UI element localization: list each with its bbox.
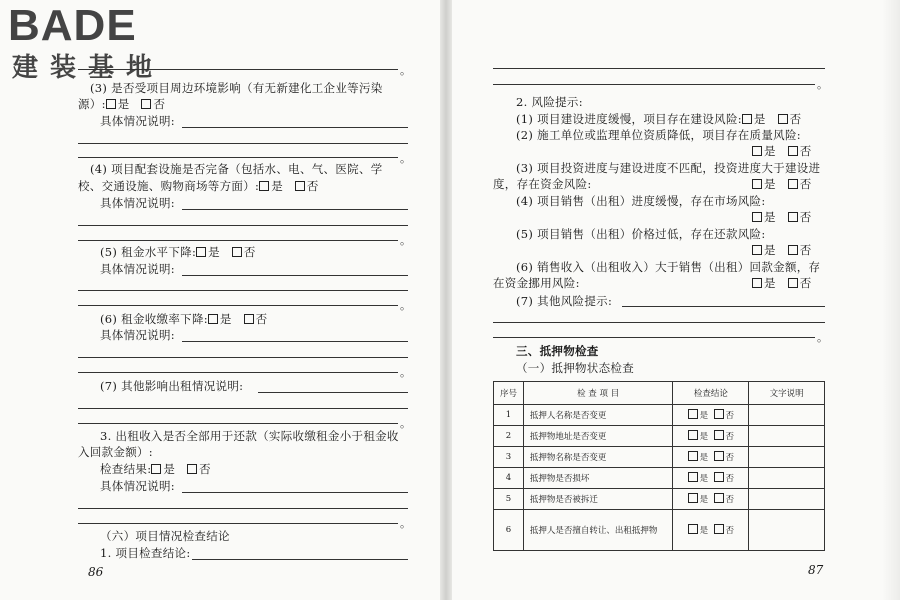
page-number-left: 86 <box>88 565 104 579</box>
yes-label: 是 <box>699 526 709 536</box>
risk7-text: (7) 其他风险提示: <box>516 294 613 308</box>
checkbox-yes[interactable] <box>208 314 218 324</box>
row-note[interactable] <box>749 468 825 489</box>
checkbox-yes[interactable] <box>196 247 206 257</box>
table-row <box>494 468 825 489</box>
collateral-check-table <box>493 381 825 551</box>
check-result-row <box>100 461 211 477</box>
no-label: 否 <box>725 495 735 505</box>
answer-line <box>78 69 398 70</box>
period-mark: 。 <box>400 152 411 165</box>
period-mark: 。 <box>400 366 411 379</box>
no-label: 否 <box>255 312 268 326</box>
header-note: 文字说明 <box>749 382 825 405</box>
yes-label: 是 <box>764 243 776 257</box>
checkbox-no[interactable] <box>788 278 798 288</box>
answer-line <box>182 492 408 493</box>
row-note[interactable] <box>749 447 825 468</box>
answer-line <box>78 290 408 291</box>
answer-line <box>78 240 398 241</box>
answer-line <box>78 143 408 144</box>
risk2-options <box>752 143 812 159</box>
row-no: 1 <box>494 405 524 426</box>
risk3-text-cont: 度，存在资金风险: <box>493 177 592 191</box>
answer-line <box>182 341 408 342</box>
checkbox-yes[interactable] <box>752 179 762 189</box>
no-label: 否 <box>725 453 735 463</box>
no-label: 否 <box>725 432 735 442</box>
period-mark: 。 <box>400 417 411 430</box>
answer-line <box>78 357 408 358</box>
period-mark: 。 <box>400 64 411 77</box>
row-item: 抵押物是否损坏 <box>523 468 673 489</box>
scan-edge <box>882 0 900 600</box>
checkbox-no[interactable] <box>714 493 724 503</box>
row-item: 抵押物名称是否变更 <box>523 447 673 468</box>
table-header-row <box>494 382 825 405</box>
yes-label: 是 <box>219 312 232 326</box>
page-number-right: 87 <box>808 563 824 577</box>
yes-label: 是 <box>764 276 776 290</box>
checkbox-yes[interactable] <box>688 430 698 440</box>
row-result <box>673 489 749 510</box>
risk-title: 2. 风险提示: <box>516 95 583 109</box>
risk5-options <box>752 242 812 258</box>
checkbox-no[interactable] <box>141 99 151 109</box>
checkbox-no[interactable] <box>714 524 724 534</box>
section6-title: （六）项目情况检查结论 <box>100 529 230 543</box>
yes-label: 是 <box>699 495 709 505</box>
yes-label: 是 <box>764 210 776 224</box>
risk6-text: (6) 销售收入（出租收入）大于销售（出租）回款金额，存 <box>516 260 821 274</box>
risk1-row <box>516 111 801 127</box>
check-result-label: 检查结果: <box>100 462 152 476</box>
yes-label: 是 <box>764 144 776 158</box>
table-row <box>494 426 825 447</box>
item5-text: (5) 租金水平下降: <box>100 245 197 259</box>
brand-logo: BADE <box>8 1 137 50</box>
section3-title: 三、抵押物检查 <box>516 344 599 358</box>
row-item: 抵押物地址是否变更 <box>523 426 673 447</box>
checkbox-no[interactable] <box>295 181 305 191</box>
no-label: 否 <box>799 177 812 191</box>
table-row <box>494 447 825 468</box>
checkbox-no[interactable] <box>714 472 724 482</box>
answer-line <box>78 408 408 409</box>
row-no: 6 <box>494 510 524 551</box>
no-label: 否 <box>789 112 802 126</box>
detail-label: 具体情况说明: <box>100 262 175 276</box>
yes-label: 是 <box>699 411 709 421</box>
item3-prefix: 源）: <box>78 97 106 111</box>
item6-text: (6) 租金收缴率下降: <box>100 312 208 326</box>
yes-label: 是 <box>699 474 709 484</box>
row-item: 抵押人是否擅自转让、出租抵押物 <box>523 510 673 551</box>
answer-line <box>182 209 408 210</box>
answer-line <box>78 508 408 509</box>
risk6-text-cont: 在资金挪用风险: <box>493 276 580 290</box>
item6-options <box>100 311 267 327</box>
period-mark: 。 <box>400 299 411 312</box>
risk1-text: (1) 项目建设进度缓慢，项目存在建设风险: <box>516 112 742 126</box>
row-result <box>673 405 749 426</box>
q3-text: 3. 出租收入是否全部用于还款（实际收缴租金小于租金收 <box>100 429 399 443</box>
row-result <box>673 510 749 551</box>
risk4-options <box>752 209 812 225</box>
no-label: 否 <box>799 243 812 257</box>
row-result <box>673 468 749 489</box>
answer-line <box>493 337 815 338</box>
checkbox-yes[interactable] <box>106 99 116 109</box>
no-label: 否 <box>725 411 735 421</box>
checkbox-yes[interactable] <box>259 181 269 191</box>
item4-text: (4) 项目配套设施是否完备（包括水、电、气、医院、学 <box>90 162 383 176</box>
checkbox-yes[interactable] <box>752 212 762 222</box>
no-label: 否 <box>725 474 735 484</box>
yes-label: 是 <box>699 453 709 463</box>
answer-line <box>258 392 408 393</box>
row-no: 3 <box>494 447 524 468</box>
item3-options <box>78 96 165 112</box>
checkbox-no[interactable] <box>788 179 798 189</box>
row-result <box>673 426 749 447</box>
yes-label: 是 <box>764 177 776 191</box>
yes-label: 是 <box>208 245 220 259</box>
answer-line <box>78 523 398 524</box>
checkbox-no[interactable] <box>244 314 254 324</box>
checkbox-no[interactable] <box>232 247 242 257</box>
book-gutter <box>440 0 452 600</box>
row-note[interactable] <box>749 510 825 551</box>
table-row <box>494 489 825 510</box>
checkbox-no[interactable] <box>714 409 724 419</box>
no-label: 否 <box>199 462 211 476</box>
answer-line <box>78 157 398 158</box>
no-label: 否 <box>306 179 319 193</box>
checkbox-yes[interactable] <box>752 245 762 255</box>
no-label: 否 <box>725 526 735 536</box>
checkbox-no[interactable] <box>187 464 197 474</box>
risk3-options <box>752 176 812 192</box>
no-label: 否 <box>799 210 812 224</box>
detail-label: 具体情况说明: <box>100 196 175 210</box>
yes-label: 是 <box>163 462 176 476</box>
answer-line <box>182 127 408 128</box>
yes-label: 是 <box>271 179 283 193</box>
detail-label: 具体情况说明: <box>100 479 175 493</box>
row-note[interactable] <box>749 426 825 447</box>
q3-text-cont: 入回款金额）: <box>78 445 153 459</box>
checkbox-no[interactable] <box>788 146 798 156</box>
header-no: 序号 <box>494 382 524 405</box>
risk4-text: (4) 项目销售（出租）进度缓慢，存在市场风险: <box>516 194 766 208</box>
answer-line <box>192 559 408 560</box>
row-item: 抵押物是否被拆迁 <box>523 489 673 510</box>
detail-label: 具体情况说明: <box>100 114 175 128</box>
checkbox-no[interactable] <box>788 245 798 255</box>
period-mark: 。 <box>400 517 411 530</box>
checkbox-no[interactable] <box>714 430 724 440</box>
item4-prefix: 校、交通设施、购物商场等方面）: <box>78 179 260 193</box>
answer-line <box>78 423 398 424</box>
answer-line <box>493 84 815 85</box>
risk3-text: (3) 项目投资进度与建设进度不匹配，投资进度大于建设进 <box>516 161 821 175</box>
checkbox-yes[interactable] <box>688 409 698 419</box>
answer-line <box>78 225 408 226</box>
checkbox-yes[interactable] <box>752 146 762 156</box>
row-no: 5 <box>494 489 524 510</box>
period-mark: 。 <box>817 331 828 344</box>
no-label: 否 <box>243 245 256 259</box>
period-mark: 。 <box>400 234 411 247</box>
answer-line <box>622 306 825 307</box>
answer-line <box>78 372 398 373</box>
checkbox-yes[interactable] <box>688 524 698 534</box>
yes-label: 是 <box>699 432 709 442</box>
row-no: 2 <box>494 426 524 447</box>
detail-label: 具体情况说明: <box>100 328 175 342</box>
risk6-options <box>752 275 812 291</box>
item5-options <box>100 244 256 260</box>
item3-text: (3) 是否受项目周边环境影响（有无新建化工企业等污染 <box>90 81 383 95</box>
header-result: 检查结论 <box>673 382 749 405</box>
subsection1-title: （一）抵押物状态检查 <box>516 361 634 375</box>
conclusion-label: 1. 项目检查结论: <box>100 546 191 560</box>
checkbox-yes[interactable] <box>752 278 762 288</box>
checkbox-yes[interactable] <box>742 114 752 124</box>
no-label: 否 <box>153 97 166 111</box>
no-label: 否 <box>799 144 812 158</box>
checkbox-yes[interactable] <box>688 472 698 482</box>
header-item: 检 查 项 目 <box>523 382 673 405</box>
yes-label: 是 <box>753 112 766 126</box>
checkbox-no[interactable] <box>778 114 788 124</box>
table-row <box>494 510 825 551</box>
checkbox-yes[interactable] <box>688 451 698 461</box>
answer-line <box>493 68 825 69</box>
row-note[interactable] <box>749 405 825 426</box>
answer-line <box>493 322 825 323</box>
row-note[interactable] <box>749 489 825 510</box>
item4-options <box>78 178 319 194</box>
period-mark: 。 <box>817 78 828 91</box>
checkbox-yes[interactable] <box>688 493 698 503</box>
checkbox-yes[interactable] <box>151 464 161 474</box>
checkbox-no[interactable] <box>714 451 724 461</box>
no-label: 否 <box>799 276 812 290</box>
brand-logo-subtitle: 建装基地 <box>12 52 165 82</box>
item7-text: (7) 其他影响出租情况说明: <box>100 379 244 393</box>
answer-line <box>78 305 398 306</box>
answer-line <box>182 275 408 276</box>
risk5-text: (5) 项目销售（出租）价格过低，存在还款风险: <box>516 227 766 241</box>
risk2-text: (2) 施工单位或监理单位资质降低，项目存在质量风险: <box>516 128 801 142</box>
row-no: 4 <box>494 468 524 489</box>
yes-label: 是 <box>117 97 130 111</box>
row-item: 抵押人名称是否变更 <box>523 405 673 426</box>
table-row <box>494 405 825 426</box>
checkbox-no[interactable] <box>788 212 798 222</box>
row-result <box>673 447 749 468</box>
